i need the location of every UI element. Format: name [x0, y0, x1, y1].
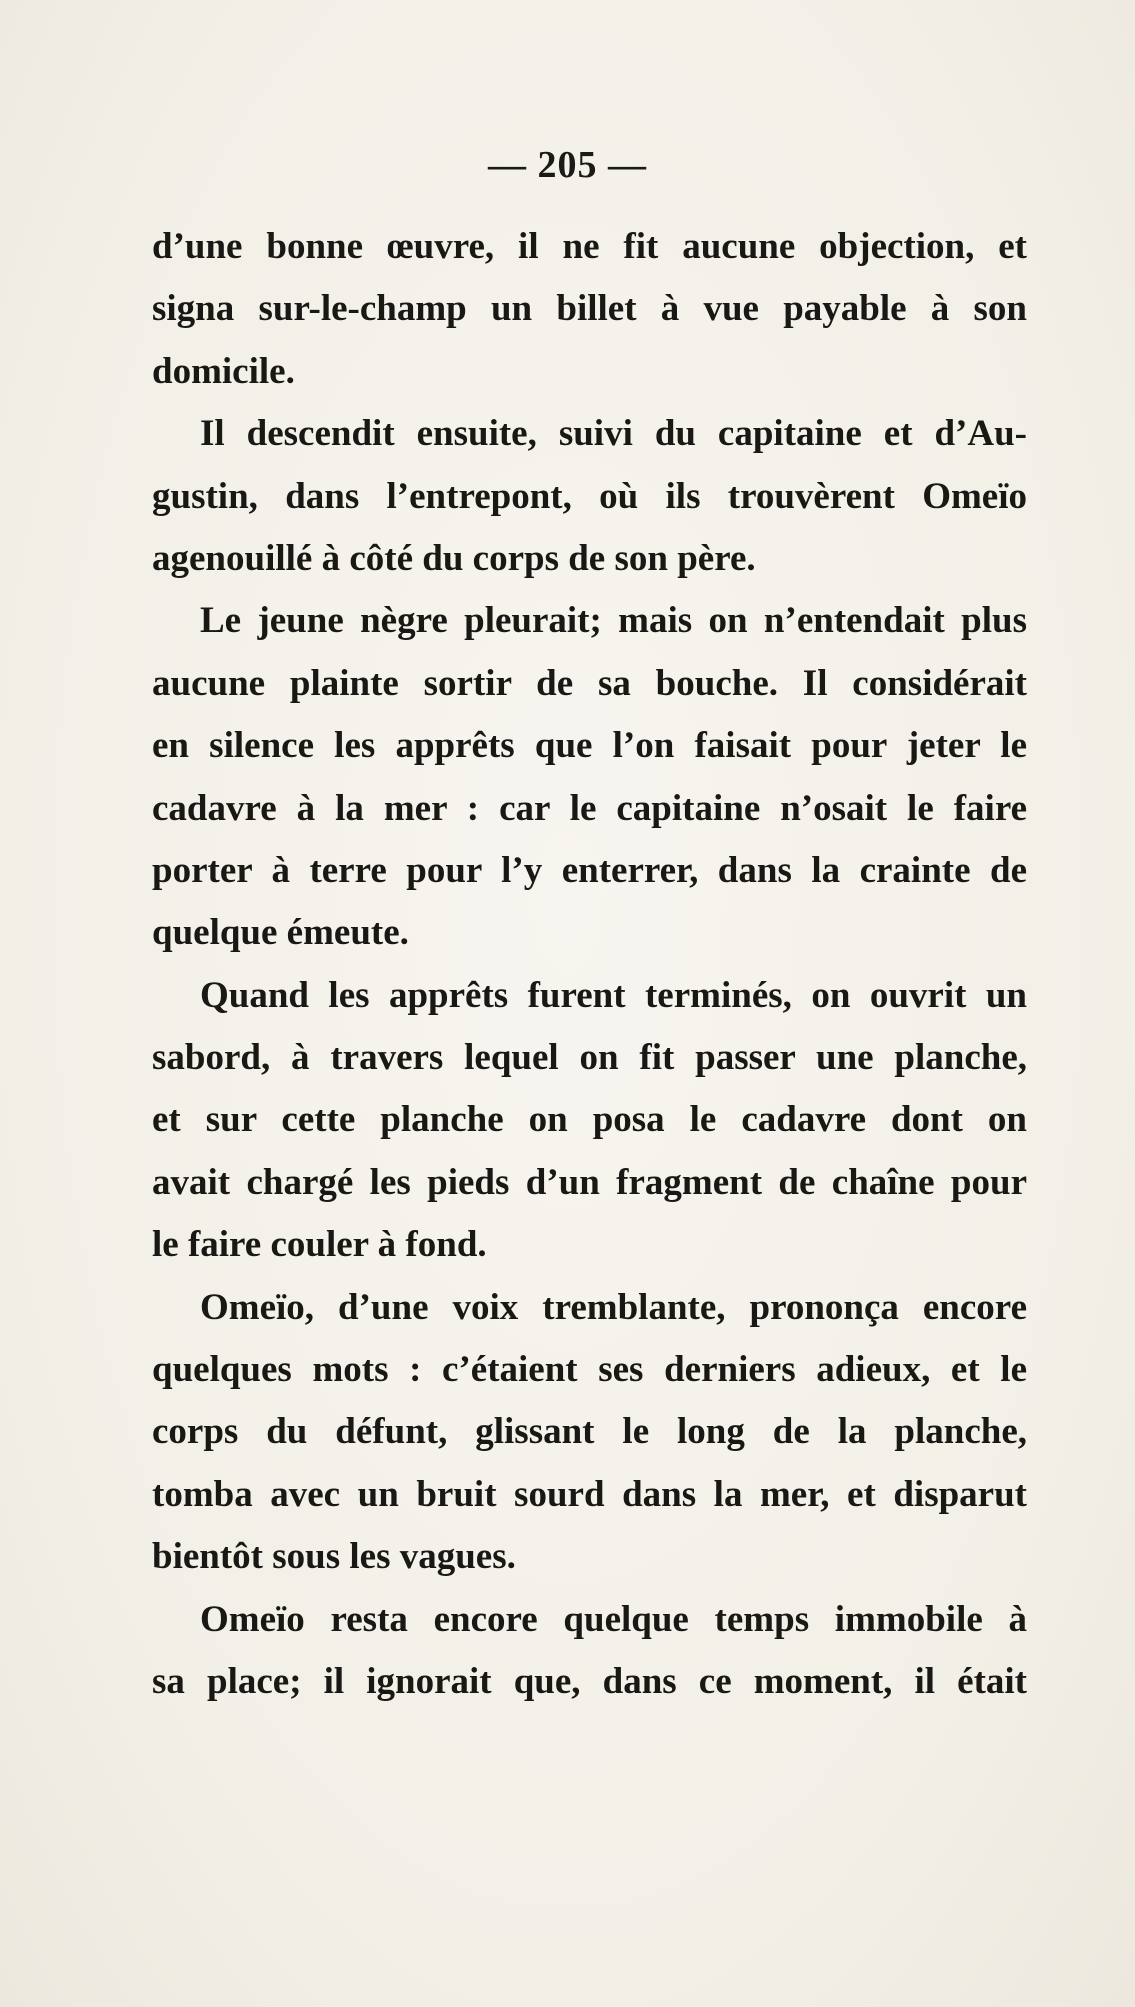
- text-line: porter à terre pour l’y enterrer, dans la crainte de: [152, 849, 1027, 891]
- text-line: quelque émeute.: [152, 912, 409, 954]
- text-line: cadavre à la mer : car le capitaine n’osait le faire: [152, 787, 1027, 829]
- text-line: le faire couler à fond.: [152, 1224, 487, 1266]
- page-number: — 205 —: [488, 144, 647, 186]
- text-line: Il descendit ensuite, suivi du capitaine et d’Au-: [200, 413, 1027, 455]
- text-line: bientôt sous les vagues.: [152, 1536, 516, 1578]
- page-body-text: [152, 216, 1027, 1713]
- text-line: Omeïo, d’une voix tremblante, prononça encore: [200, 1286, 1027, 1328]
- text-line: sa place; il ignorait que, dans ce moment, il était: [152, 1660, 1027, 1702]
- text-line: sabord, à travers lequel on fit passer une planche,: [152, 1037, 1027, 1079]
- text-line: agenouillé à côté du corps de son père.: [152, 537, 756, 579]
- text-line: Omeïo resta encore quelque temps immobile à: [200, 1598, 1027, 1640]
- text-line: Le jeune nègre pleurait; mais on n’entendait plus: [200, 600, 1027, 642]
- text-line: corps du défunt, glissant le long de la planche,: [152, 1411, 1027, 1453]
- text-line: quelques mots : c’étaient ses derniers adieux, et le: [152, 1349, 1027, 1391]
- text-line: gustin, dans l’entrepont, où ils trouvèrent Omeïo: [152, 475, 1027, 517]
- text-line: domicile.: [152, 350, 295, 392]
- text-line: aucune plainte sortir de sa bouche. Il considérait: [152, 662, 1027, 704]
- text-line: tomba avec un bruit sourd dans la mer, et disparut: [152, 1473, 1027, 1515]
- text-line: d’une bonne œuvre, il ne fit aucune objection, et: [152, 226, 1027, 267]
- text-line: en silence les apprêts que l’on faisait pour jeter le: [152, 725, 1027, 767]
- text-line: signa sur-le-champ un billet à vue payable à son: [152, 288, 1027, 330]
- text-line: et sur cette planche on posa le cadavre dont on: [152, 1099, 1027, 1141]
- text-line: avait chargé les pieds d’un fragment de chaîne pour: [152, 1161, 1027, 1203]
- text-line: Quand les apprêts furent terminés, on ouvrit un: [200, 974, 1027, 1016]
